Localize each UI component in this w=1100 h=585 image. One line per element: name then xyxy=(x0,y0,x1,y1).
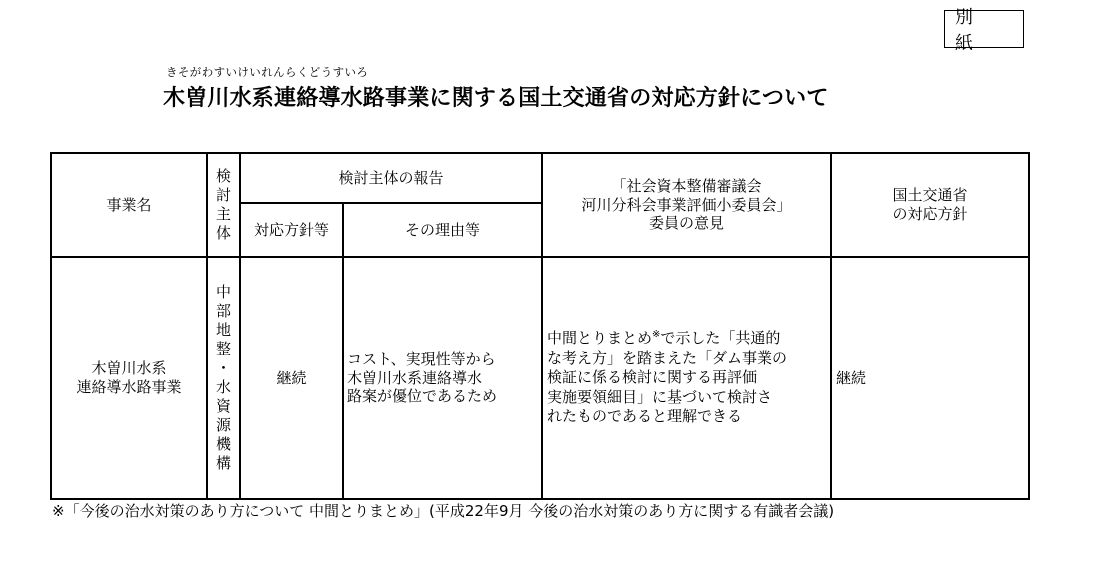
header-committee-opinion: 「社会資本整備審議会 河川分科会事業評価小委員会」 委員の意見 xyxy=(542,153,831,257)
cell-mlit-policy: 継続 xyxy=(831,257,1029,499)
header-mlit-policy: 国土交通省 の対応方針 xyxy=(831,153,1029,257)
header-policy: 対応方針等 xyxy=(240,203,343,257)
page-title: 木曽川水系連絡導水路事業に関する国土交通省の対応方針について xyxy=(163,86,829,111)
header-review-entity: 検 討 主 体 xyxy=(207,153,240,257)
cell-committee-opinion: 中間とりまとめ※で示した「共通的 な考え方」を踏まえた「ダム事業の 検証に係る検討に関する再評価 実施要領細目」に基づいて検討さ れたものであると理解できる xyxy=(542,257,831,499)
footnote-mark: ※ xyxy=(652,329,661,341)
header-project-name: 事業名 xyxy=(51,153,207,257)
cell-review-entity: 中 部 地 整 ・ 水 資 源 機 構 xyxy=(207,257,240,499)
header-review-report: 検討主体の報告 xyxy=(240,153,542,203)
footnote: ※「今後の治水対策のあり方について 中間とりまとめ」(平成22年9月 今後の治水対策のあり方に関する有識者会議) xyxy=(52,502,835,520)
cell-reason: コスト、実現性等から 木曽川水系連絡導水 路案が優位であるため xyxy=(343,257,542,499)
header-reason: その理由等 xyxy=(343,203,542,257)
title-ruby: きそがわすいけいれんらくどうすいろ xyxy=(166,65,369,79)
cell-project-name: 木曽川水系 連絡導水路事業 xyxy=(51,257,207,499)
cell-policy: 継続 xyxy=(240,257,343,499)
policy-table xyxy=(50,152,1030,500)
appendix-label: 別 紙 xyxy=(944,10,1024,48)
